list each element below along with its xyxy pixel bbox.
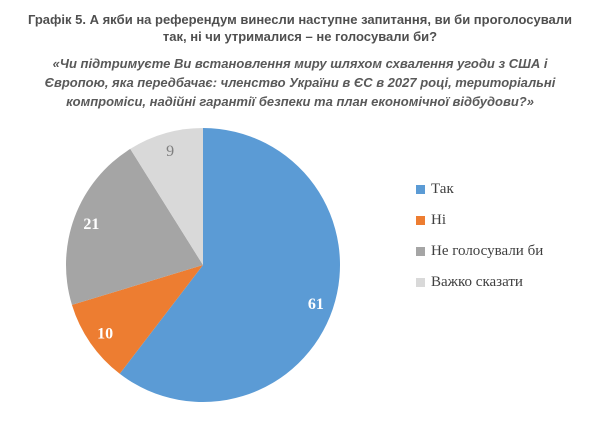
pie-data-label-1: 10 <box>97 325 114 343</box>
legend-color-swatch <box>416 185 425 194</box>
pie-chart <box>63 125 343 405</box>
legend-item-0 <box>416 180 543 198</box>
chart-subtitle: «Чи підтримуєте Ви встановлення миру шляхом схвалення угоди з США і Європою, яка передбачає: членство України в ЄС в 2027 році, територіальні компроміси, надійні гарантії безпеки та план економічної відбудови?» <box>44 56 556 109</box>
legend-label: Так <box>431 180 454 197</box>
pie-data-label-3: 9 <box>166 143 175 161</box>
pie-data-label-2: 21 <box>83 215 100 233</box>
legend-label: Ні <box>431 211 446 228</box>
legend-color-swatch <box>416 278 425 287</box>
legend-label: Не голосували би <box>431 242 544 259</box>
legend-color-swatch <box>416 216 425 225</box>
legend-color-swatch <box>416 247 425 256</box>
legend-item-2 <box>416 242 543 260</box>
chart-title: Графік 5. А якби на референдум винесли наступне запитання, ви би проголосували так, ні чи утрималися – не голосували би? <box>27 12 573 44</box>
chart-legend <box>416 180 543 304</box>
legend-label: Важко сказати <box>431 273 523 290</box>
pie-data-label-0: 61 <box>307 295 324 313</box>
legend-item-3 <box>416 273 543 291</box>
legend-item-1 <box>416 211 543 229</box>
